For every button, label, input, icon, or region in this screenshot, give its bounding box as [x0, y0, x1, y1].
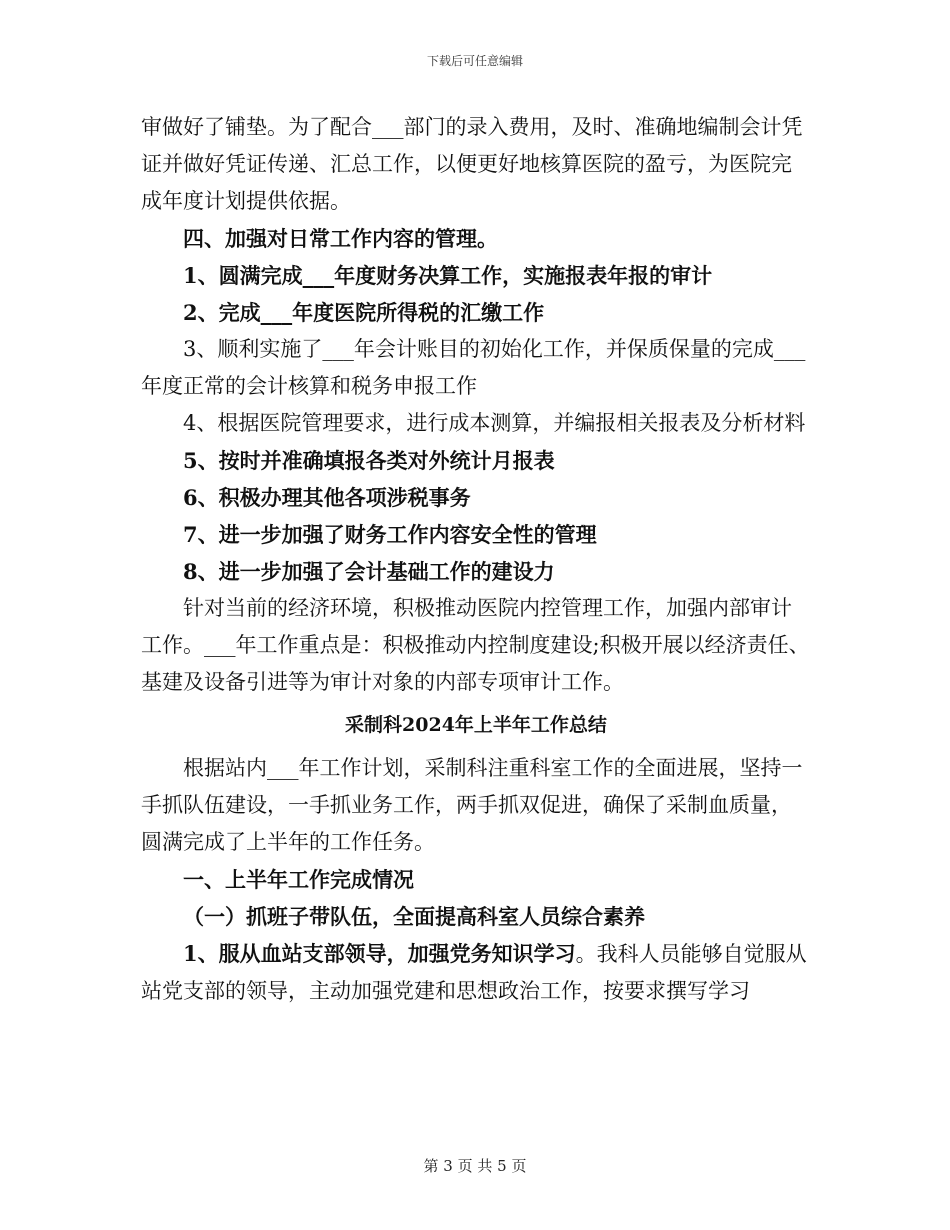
- paragraph-party-rest: 。我科人员能够自觉服从站党支部的领导，主动加强党建和思想政治工作，按要求撰写学习: [141, 942, 807, 1003]
- page-header: 下载后可任意编辑: [426, 54, 523, 68]
- list-item-5: 5、按时并准确填报各类对外统计月报表: [183, 448, 555, 473]
- list-item-6: 6、积极办理其他各项涉税事务: [183, 485, 471, 510]
- paragraph-continuation: 审做好了铺垫。为了配合___部门的录入费用，及时、准确地编制会计凭证并做好凭证传递、汇总工作，以便更好地核算医院的盈亏，为医院完成年度计划提供依据。: [141, 115, 803, 213]
- section-heading-1: 一、上半年工作完成情况: [183, 867, 414, 892]
- list-item-1: 1、圆满完成___年度财务决算工作，实施报表年报的审计: [183, 263, 713, 288]
- list-item-8: 8、进一步加强了会计基础工作的建设力: [183, 559, 555, 584]
- paragraph-intro: 根据站内___年工作计划，采制科注重科室工作的全面进展，坚持一手抓队伍建设，一手抓业务工作，两手抓双促进，确保了采制血质量，圆满完成了上半年的工作任务。: [141, 756, 803, 854]
- list-item-7: 7、进一步加强了财务工作内容安全性的管理: [183, 522, 597, 547]
- list-item-4: 4、根据医院管理要求，进行成本测算，并编报相关报表及分析材料: [183, 411, 806, 435]
- paragraph-audit: 针对当前的经济环境，积极推动医院内控管理工作，加强内部审计工作。___年工作重点是：积极推动内控制度建设;积极开展以经济责任、基建及设备引进等为审计对象的内部专项审计工作。: [141, 596, 810, 694]
- subsection-heading-1: （一）抓班子带队伍，全面提高科室人员综合素养: [183, 904, 645, 929]
- section-heading-4: 四、加强对日常工作内容的管理。: [183, 226, 498, 251]
- paragraph-party-lead: 1、服从血站支部领导，加强党务知识学习: [183, 941, 576, 966]
- page-footer: 第 3 页 共 5 页: [423, 1157, 527, 1175]
- list-item-3: 3、顺利实施了___年会计账目的初始化工作，并保质保量的完成___年度正常的会计核算和税务申报工作: [141, 337, 806, 398]
- list-item-2: 2、完成___年度医院所得税的汇缴工作: [183, 300, 545, 325]
- paragraph-party: [141, 935, 811, 1010]
- document-title: 采制科2024年上半年工作总结: [345, 714, 607, 736]
- document-body: [141, 109, 811, 1010]
